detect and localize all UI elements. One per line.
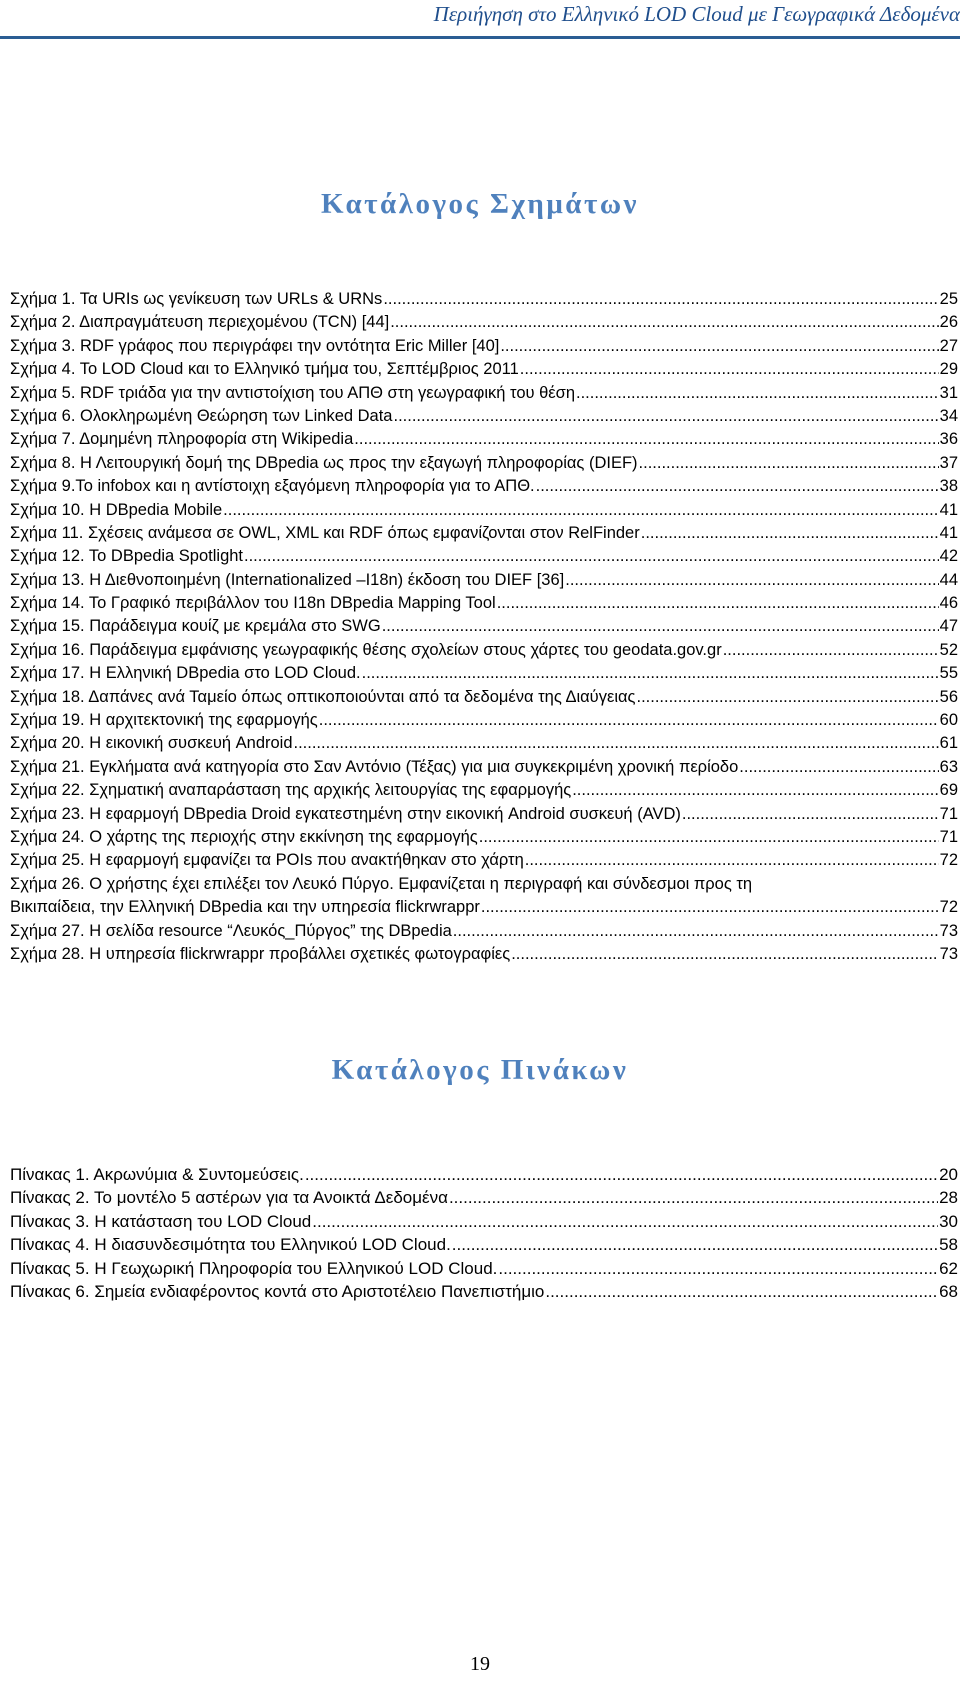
toc-entry-label: Σχήμα 4. Το LOD Cloud και το Ελληνικό τμήμα του, Σεπτέμβριος 2011 xyxy=(10,360,519,379)
toc-entry-page: 29 xyxy=(939,360,958,379)
dot-leader xyxy=(497,592,939,615)
toc-entry-label: Πίνακας 4. Η διασυνδεσιμότητα του Ελληνικού LOD Cloud. xyxy=(10,1235,451,1255)
figure-entry[interactable] xyxy=(10,452,958,475)
toc-entry-label: Σχήμα 23. Η εφαρμογή DBpedia Droid εγκατεστημένη στην εικονική Android συσκευή (AVD) xyxy=(10,804,681,823)
figure-entry[interactable] xyxy=(10,428,958,451)
dot-leader xyxy=(576,382,939,405)
toc-entry-page: 60 xyxy=(939,711,958,730)
dot-leader xyxy=(565,569,938,592)
toc-entry-page: 72 xyxy=(939,898,958,917)
toc-entry-page: 71 xyxy=(939,804,958,823)
dot-leader xyxy=(545,1280,938,1303)
toc-entry-page: 63 xyxy=(939,757,958,776)
toc-entry-page: 52 xyxy=(939,640,958,659)
figure-entry[interactable] xyxy=(10,686,958,709)
toc-entry-label: Σχήμα 3. RDF γράφος που περιγράφει την οντότητα Eric Miller [40] xyxy=(10,336,500,355)
toc-entry-label: Σχήμα 17. Η Ελληνική DBpedia στο LOD Cloud. xyxy=(10,664,361,683)
toc-entry-label: Σχήμα 25. Η εφαρμογή εμφανίζει τα POIs που ανακτήθηκαν στο χάρτη xyxy=(10,851,524,870)
toc-entry-page: 72 xyxy=(939,851,958,870)
figure-entry[interactable] xyxy=(10,920,958,943)
toc-entry-page: 47 xyxy=(939,617,958,636)
toc-entry-label: Σχήμα 12. Το DBpedia Spotlight xyxy=(10,547,244,566)
figures-list xyxy=(10,288,958,966)
toc-entry-page: 62 xyxy=(939,1258,958,1278)
figure-entry[interactable] xyxy=(10,732,958,755)
toc-entry-page: 73 xyxy=(939,921,958,940)
dot-leader xyxy=(479,826,939,849)
toc-entry-label: Σχήμα 5. RDF τριάδα για την αντιστοίχιση του ΑΠΘ στη γεωγραφική του θέση xyxy=(10,383,576,402)
dot-leader xyxy=(449,1186,938,1209)
dot-leader xyxy=(723,639,939,662)
dot-leader xyxy=(393,405,938,428)
dot-leader xyxy=(682,803,939,826)
figure-entry[interactable] xyxy=(10,475,958,498)
toc-entry-label: Πίνακας 1. Ακρωνύμια & Συντομεύσεις. xyxy=(10,1165,304,1184)
figure-entry[interactable] xyxy=(10,311,958,334)
toc-entry-page: 56 xyxy=(939,687,958,706)
dot-leader xyxy=(636,686,938,709)
toc-entry-label: Σχήμα 20. Η εικονική συσκευή Android xyxy=(10,734,293,753)
toc-entry-label: Σχήμα 1. Τα URIs ως γενίκευση των URLs & URNs xyxy=(10,290,383,308)
toc-entry-page: 42 xyxy=(939,547,958,566)
figure-entry[interactable] xyxy=(10,779,958,802)
running-header-title: Περιήγηση στο Ελληνικό LOD Cloud με Γεωγραφικά Δεδομένα xyxy=(433,2,960,26)
header-divider xyxy=(0,36,960,39)
figure-entry[interactable] xyxy=(10,545,958,568)
dot-leader xyxy=(536,475,939,498)
table-entry[interactable] xyxy=(10,1163,958,1186)
dot-leader xyxy=(319,709,939,732)
dot-leader xyxy=(223,499,938,522)
dot-leader xyxy=(481,896,939,919)
figure-entry[interactable] xyxy=(10,873,958,920)
toc-entry-label: Σχήμα 11. Σχέσεις ανάμεσα σε OWL, XML και RDF όπως εμφανίζονται στον RelFinder xyxy=(10,523,640,542)
figure-entry[interactable] xyxy=(10,358,958,381)
figure-entry[interactable] xyxy=(10,826,958,849)
toc-entry-label: Σχήμα 26. Ο χρήστης έχει επιλέξει τον Λευκό Πύργο. Εμφανίζεται η περιγραφή και σύνδεσμοι προς τη xyxy=(10,874,753,893)
figures-list-heading: Κατάλογος Σχημάτων xyxy=(320,188,639,220)
toc-entry-label: Σχήμα 13. Η Διεθνοποιημένη (Internationalized –I18n) έκδοση του DIEF [36] xyxy=(10,570,565,589)
toc-entry-page: 69 xyxy=(939,781,958,800)
dot-leader xyxy=(453,920,939,943)
toc-entry-label: Σχήμα 19. Η αρχιτεκτονική της εφαρμογής xyxy=(10,711,318,730)
toc-entry-page: 28 xyxy=(939,1188,958,1208)
toc-entry-label: Σχήμα 21. Εγκλήματα ανά κατηγορία στο Σαν Αντόνιο (Τέξας) για μια συγκεκριμένη χρονική περίοδο xyxy=(10,757,739,776)
toc-entry-page: 34 xyxy=(939,406,958,425)
toc-entry-label: Σχήμα 15. Παράδειγμα κουίζ με κρεμάλα στο SWG xyxy=(10,617,381,636)
figure-entry[interactable] xyxy=(10,335,958,358)
figure-entry[interactable] xyxy=(10,662,958,685)
toc-entry-label: Πίνακας 3. Η κατάσταση του LOD Cloud xyxy=(10,1211,312,1231)
table-entry[interactable] xyxy=(10,1210,958,1233)
dot-leader xyxy=(498,1257,938,1280)
toc-entry-page: 20 xyxy=(939,1165,958,1184)
dot-leader xyxy=(354,428,938,451)
toc-entry-label: Πίνακας 6. Σημεία ενδιαφέροντος κοντά στο Αριστοτέλειο Πανεπιστήμιο xyxy=(10,1281,545,1301)
dot-leader xyxy=(739,756,938,779)
figure-entry[interactable] xyxy=(10,756,958,779)
toc-entry-label: Σχήμα 9.Το infobox και η αντίστοιχη εξαγόμενη πληροφορία για το ΑΠΘ. xyxy=(10,477,535,496)
toc-entry-label: Σχήμα 6. Ολοκληρωμένη Θεώρηση των Linked Data xyxy=(10,406,393,425)
dot-leader xyxy=(641,522,939,545)
tables-list-heading: Κατάλογος Πινάκων xyxy=(331,1054,629,1086)
page-number: 19 xyxy=(470,1653,490,1675)
figure-entry[interactable] xyxy=(10,288,958,311)
toc-entry-page: 58 xyxy=(939,1235,958,1255)
toc-entry-page: 41 xyxy=(939,523,958,542)
toc-entry-page: 36 xyxy=(939,430,958,449)
figure-entry[interactable] xyxy=(10,849,958,872)
toc-entry-label: Πίνακας 5. Η Γεωχωρική Πληροφορία του Ελληνικού LOD Cloud. xyxy=(10,1258,498,1278)
tables-list xyxy=(10,1163,958,1303)
figure-entry[interactable] xyxy=(10,592,958,615)
table-entry[interactable] xyxy=(10,1280,958,1303)
figure-entry[interactable] xyxy=(10,803,958,826)
dot-leader xyxy=(390,311,938,334)
dot-leader xyxy=(382,615,939,638)
figure-entry[interactable] xyxy=(10,522,958,545)
toc-entry-page: 71 xyxy=(939,827,958,846)
dot-leader xyxy=(525,849,939,872)
figure-entry[interactable] xyxy=(10,709,958,732)
toc-entry-page: 31 xyxy=(939,383,958,402)
dot-leader xyxy=(244,545,939,568)
figure-entry[interactable] xyxy=(10,569,958,592)
dot-leader xyxy=(511,943,938,966)
toc-entry-page: 61 xyxy=(939,734,958,753)
toc-entry-page: 26 xyxy=(939,313,958,332)
toc-entry-continuation xyxy=(10,896,958,919)
toc-entry-label: Σχήμα 28. Η υπηρεσία flickrwrappr προβάλλει σχετικές φωτογραφίες xyxy=(10,944,511,963)
dot-leader xyxy=(383,288,938,311)
toc-entry-label: Σχήμα 7. Δομημένη πληροφορία στη Wikipedia xyxy=(10,430,354,449)
toc-entry-label: Σχήμα 8. Η Λειτουργική δομή της DBpedia ως προς την εξαγωγή πληροφορίας (DIEF) xyxy=(10,453,638,472)
toc-entry-label: Πίνακας 2. Το μοντέλο 5 αστέρων για τα Ανοικτά Δεδομένα xyxy=(10,1188,448,1208)
toc-entry-label: Σχήμα 27. Η σελίδα resource “Λευκός_Πύργος” της DBpedia xyxy=(10,921,452,940)
toc-entry-page: 25 xyxy=(939,290,958,308)
toc-entry-page: 68 xyxy=(939,1281,958,1301)
toc-entry-label: Σχήμα 24. Ο χάρτης της περιοχής στην εκκίνηση της εφαρμογής xyxy=(10,827,478,846)
figure-entry[interactable] xyxy=(10,382,958,405)
dot-leader xyxy=(520,358,939,381)
toc-entry-page: 41 xyxy=(939,500,958,519)
toc-entry-label: Σχήμα 18. Δαπάνες ανά Ταμείο όπως οπτικοποιούνται από τα δεδομένα της Διαύγειας xyxy=(10,687,636,706)
toc-entry-page: 30 xyxy=(939,1211,958,1231)
dot-leader xyxy=(572,779,938,802)
dot-leader xyxy=(500,335,938,358)
figure-entry[interactable] xyxy=(10,615,958,638)
toc-entry-page: 73 xyxy=(939,944,958,963)
toc-entry-label: Σχήμα 22. Σχηματική αναπαράσταση της αρχικής λειτουργίας της εφαρμογής xyxy=(10,781,572,800)
table-entry[interactable] xyxy=(10,1257,958,1280)
toc-entry-label: Σχήμα 14. Το Γραφικό περιβάλλον του I18n DBpedia Mapping Tool xyxy=(10,594,496,613)
toc-entry-label-continued: Βικιπαίδεια, την Ελληνική DBpedia και την υπηρεσία flickrwrappr xyxy=(10,898,480,917)
figure-entry[interactable] xyxy=(10,639,958,662)
toc-entry-page: 38 xyxy=(939,477,958,496)
toc-entry-page: 46 xyxy=(939,594,958,613)
toc-entry-label: Σχήμα 10. Η DBpedia Mobile xyxy=(10,500,223,519)
figure-entry[interactable] xyxy=(10,499,958,522)
toc-entry-label: Σχήμα 2. Διαπραγμάτευση περιεχομένου (TCN) [44] xyxy=(10,313,390,332)
dot-leader xyxy=(452,1233,938,1256)
table-entry[interactable] xyxy=(10,1186,958,1209)
toc-entry-page: 55 xyxy=(939,664,958,683)
toc-entry-page: 44 xyxy=(939,570,958,589)
toc-entry-page: 27 xyxy=(939,336,958,355)
dot-leader xyxy=(305,1163,938,1186)
dot-leader xyxy=(294,732,939,755)
toc-entry-label: Σχήμα 16. Παράδειγμα εμφάνισης γεωγραφικής θέσης σχολείων στους χάρτες του geodata.gov.gr xyxy=(10,640,722,659)
toc-entry-page: 37 xyxy=(939,453,958,472)
figure-entry[interactable] xyxy=(10,943,958,966)
dot-leader xyxy=(362,662,939,685)
table-entry[interactable] xyxy=(10,1233,958,1256)
figure-entry[interactable] xyxy=(10,405,958,428)
dot-leader xyxy=(639,452,939,475)
dot-leader xyxy=(312,1210,938,1233)
